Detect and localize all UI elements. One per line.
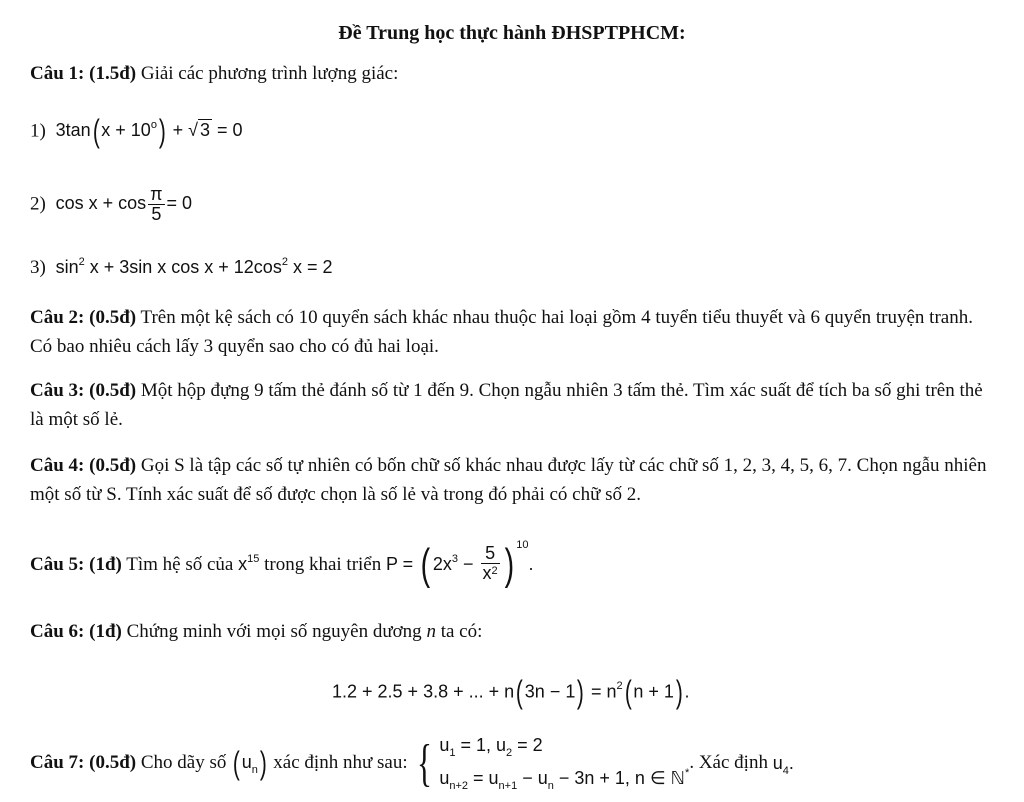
page-title: Đề Trung học thực hành ĐHSPTPHCM: xyxy=(338,22,686,44)
question-4-text: Gọi S là tập các số tự nhiên có bốn chữ số khác nhau được lấy từ các chữ số 1, 2, 3, 4, 5, 6, 7. Chọn ngẫu nhiên một số từ S. Tính xác suất để số được chọn là số lẻ và trong đó phải có chữ số 2. xyxy=(30,455,987,505)
question-3-label: Câu 3: (0.5đ) xyxy=(30,380,137,401)
question-6 xyxy=(30,621,482,643)
question-7-text-before: Cho dãy số xyxy=(136,752,232,773)
q1-item-1 xyxy=(30,113,243,150)
q1-item-3 xyxy=(30,257,332,279)
question-2-label: Câu 2: (0.5đ) xyxy=(30,307,137,328)
q1-item-1-math: 3tan( $x + 10^o$) + √ 3 = 0 xyxy=(50,113,243,149)
question-6-text: Chứng minh với mọi số nguyên dương xyxy=(121,621,427,642)
question-1-label: Câu 1: (1.5đ) xyxy=(30,63,137,84)
question-2 xyxy=(30,303,995,361)
q6-math: 1.2 + 2.5 + 3.8 + ... + n( $3n - 1) = n^2$( n + 1) . xyxy=(332,674,690,710)
question-2-text: Trên một kệ sách có 10 quyển sách khác nhau thuộc hai loại gồm 4 tuyển tiểu thuyết và 6 quyển truyện tranh. Có bao nhiêu cách lấy 3 quyển sao cho có đủ hai loại. xyxy=(30,307,973,357)
question-1 xyxy=(30,63,398,85)
q1-item-1-num: 1) xyxy=(30,120,46,142)
question-7: Câu 7: (0.5đ) Cho dãy số ( $u_n$) xác định như sau: { $u_1 = 1$, $u_2 = 2$ $u_{n+2} = u_{n+1} - u_n - 3n + 1$, n ∈ ℕ* . Xác định $u_4$. xyxy=(30,730,794,796)
q1-item-2 xyxy=(30,185,192,224)
q1-item-2-math: cos x + cos $\frac{\pi}{5}$ = 0 xyxy=(50,184,193,224)
q1-item-3-num: 3) xyxy=(30,257,46,278)
x15-math: $x^{15}$ xyxy=(238,552,260,574)
question-6-n: n xyxy=(426,621,436,642)
question-5 xyxy=(30,540,534,590)
q5-math: P = ( $2x^3$ − $\frac{5}{x^2}$ ) $^{10}$. xyxy=(386,538,534,589)
u4-math: $u_4$. xyxy=(772,752,794,777)
question-7-text-mid: xác định như sau: xyxy=(268,752,413,773)
question-1-text: Giải các phương trình lượng giác: xyxy=(136,63,399,84)
q1-item-3-math: $\sin^2 x + 3\sin$ x $\cos x + 12\cos^2$ x = 2 xyxy=(50,256,333,277)
question-5-text-mid: trong khai triển xyxy=(259,553,386,575)
un-math: ( $u_n$) xyxy=(232,744,267,781)
question-7-text-after: . Xác định xyxy=(689,752,773,773)
question-4-label: Câu 4: (0.5đ) xyxy=(30,455,137,476)
q1-item-2-num: 2) xyxy=(30,193,46,215)
question-3-text: Một hộp đựng 9 tấm thẻ đánh số từ 1 đến 9. Chọn ngẫu nhiên 3 tấm thẻ. Tìm xác suất để tích ba số ghi trên thẻ là một số lẻ. xyxy=(30,380,983,430)
q7-system: $u_1 = 1$, $u_2 = 2$ $u_{n+2} = u_{n+1} - u_n - 3n + 1$, n ∈ ℕ* xyxy=(439,735,690,792)
question-5-text-before: Tìm hệ số của xyxy=(121,553,239,575)
question-6-text-end: ta có: xyxy=(435,621,483,642)
question-5-label: Câu 5: (1đ) xyxy=(30,553,122,575)
question-4 xyxy=(30,451,995,509)
question-3 xyxy=(30,376,995,434)
question-6-label: Câu 6: (1đ) xyxy=(30,621,122,642)
question-7-label: Câu 7: (0.5đ) xyxy=(30,752,137,773)
